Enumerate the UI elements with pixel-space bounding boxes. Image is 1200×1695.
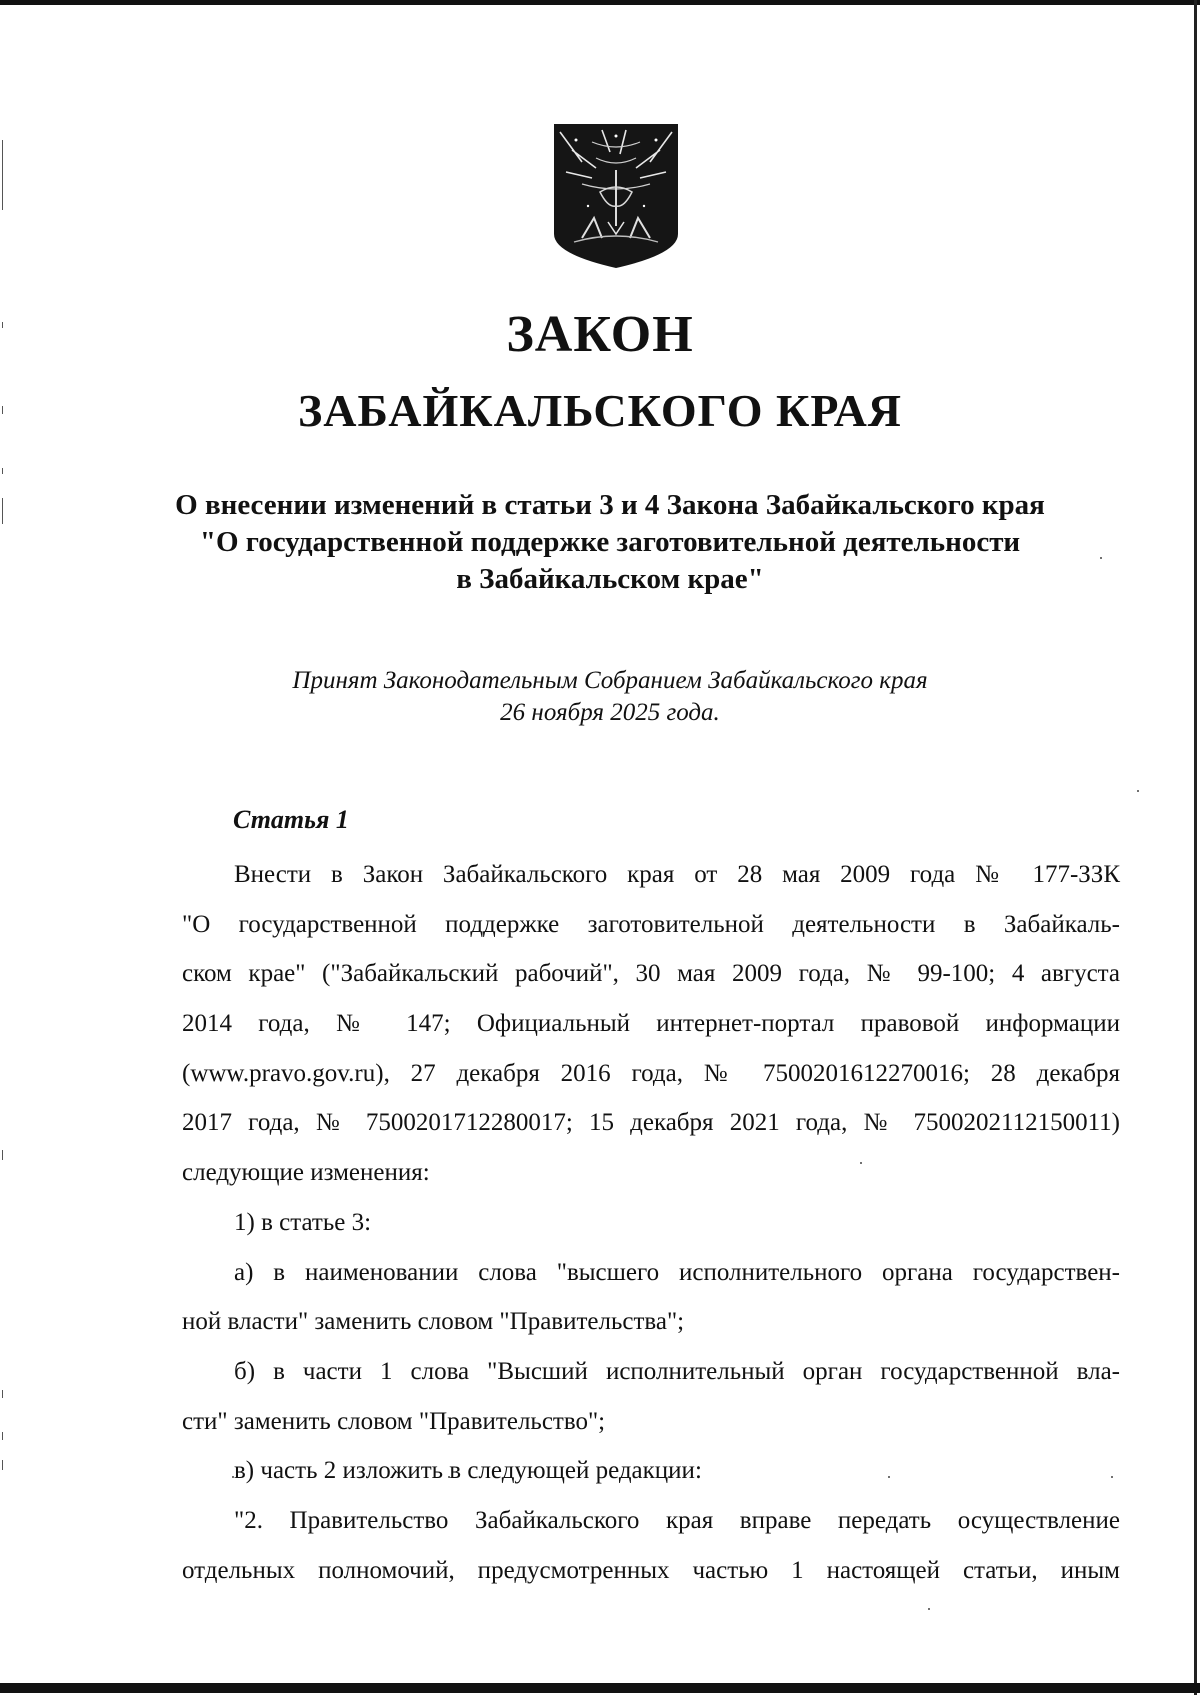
text-line: 2014 года, № 147; Официальный интернет-портал правовой информации (182, 1010, 1120, 1038)
scan-margin-mark (2, 1390, 3, 1398)
text-line: "О государственной поддержке заготовительной деятельности в Забайкаль- (182, 910, 1120, 938)
paragraph (182, 1248, 1120, 1347)
scan-speck (928, 1608, 930, 1610)
scan-margin-mark (2, 498, 3, 524)
text-line: а) в наименовании слова "высшего исполнительного органа государствен- (234, 1258, 1120, 1286)
article-body (182, 850, 1120, 1595)
paragraph (182, 850, 1120, 1198)
article-heading: Статья 1 (233, 805, 349, 834)
scan-margin-mark (2, 140, 3, 210)
scan-margin-mark (2, 1150, 3, 1160)
paragraph (182, 1198, 1120, 1248)
scan-margin-mark (2, 468, 3, 474)
paragraph (182, 1347, 1120, 1446)
law-subject-line: в Забайкальском крае" (456, 563, 764, 595)
adoption-note-line: Принят Законодательным Собранием Забайкальского края (292, 667, 928, 694)
adoption-note (150, 665, 1070, 729)
adoption-note-line: 26 ноября 2025 года. (500, 699, 720, 726)
coat-of-arms-icon (552, 122, 680, 270)
text-line: отдельных полномочий, предусмотренных частью 1 настоящей статьи, иным (182, 1556, 1120, 1584)
text-line: Внести в Закон Забайкальского края от 28 мая 2009 года № 177-ЗЗК (234, 861, 1120, 888)
paragraph (182, 1446, 1120, 1496)
text-line: 2017 года, № 7500201712280017; 15 декабря 2021 года, № 7500202112150011) (182, 1109, 1120, 1137)
text-line: ной власти" заменить словом "Правительства"; (182, 1308, 685, 1336)
document-subtitle: ЗАБАЙКАЛЬСКОГО КРАЯ (297, 385, 903, 436)
scan-margin-mark (2, 1432, 3, 1440)
text-line: следующие изменения: (182, 1159, 430, 1187)
scan-speck (1137, 790, 1139, 792)
page-right-edge (1194, 0, 1197, 1695)
law-subject-line: "О государственной поддержке заготовительной деятельности (199, 526, 1021, 558)
text-line: в) часть 2 изложить в следующей редакции: (234, 1457, 702, 1485)
text-line: 1) в статье 3: (234, 1208, 372, 1236)
law-subject (150, 487, 1070, 598)
page-bottom-edge (0, 1683, 1200, 1693)
paragraph (182, 1496, 1120, 1595)
law-subject-line: О внесении изменений в статьи 3 и 4 Закона Забайкальского края (175, 489, 1045, 521)
scan-speck (1100, 557, 1102, 559)
page-top-edge (0, 0, 1200, 5)
text-line: сти" заменить словом "Правительство"; (182, 1407, 606, 1435)
text-line: б) в части 1 слова "Высший исполнительный орган государственной вла- (234, 1357, 1120, 1385)
text-line: ском крае" ("Забайкальский рабочий", 30 мая 2009 года, № 99-100; 4 августа (182, 960, 1120, 988)
document-title: ЗАКОН (506, 306, 694, 363)
scan-margin-mark (2, 1460, 3, 1470)
text-line: (www.pravo.gov.ru), 27 декабря 2016 года, № 7500201612270016; 28 декабря (182, 1059, 1120, 1087)
text-line: "2. Правительство Забайкальского края вправе передать осуществление (234, 1506, 1120, 1534)
